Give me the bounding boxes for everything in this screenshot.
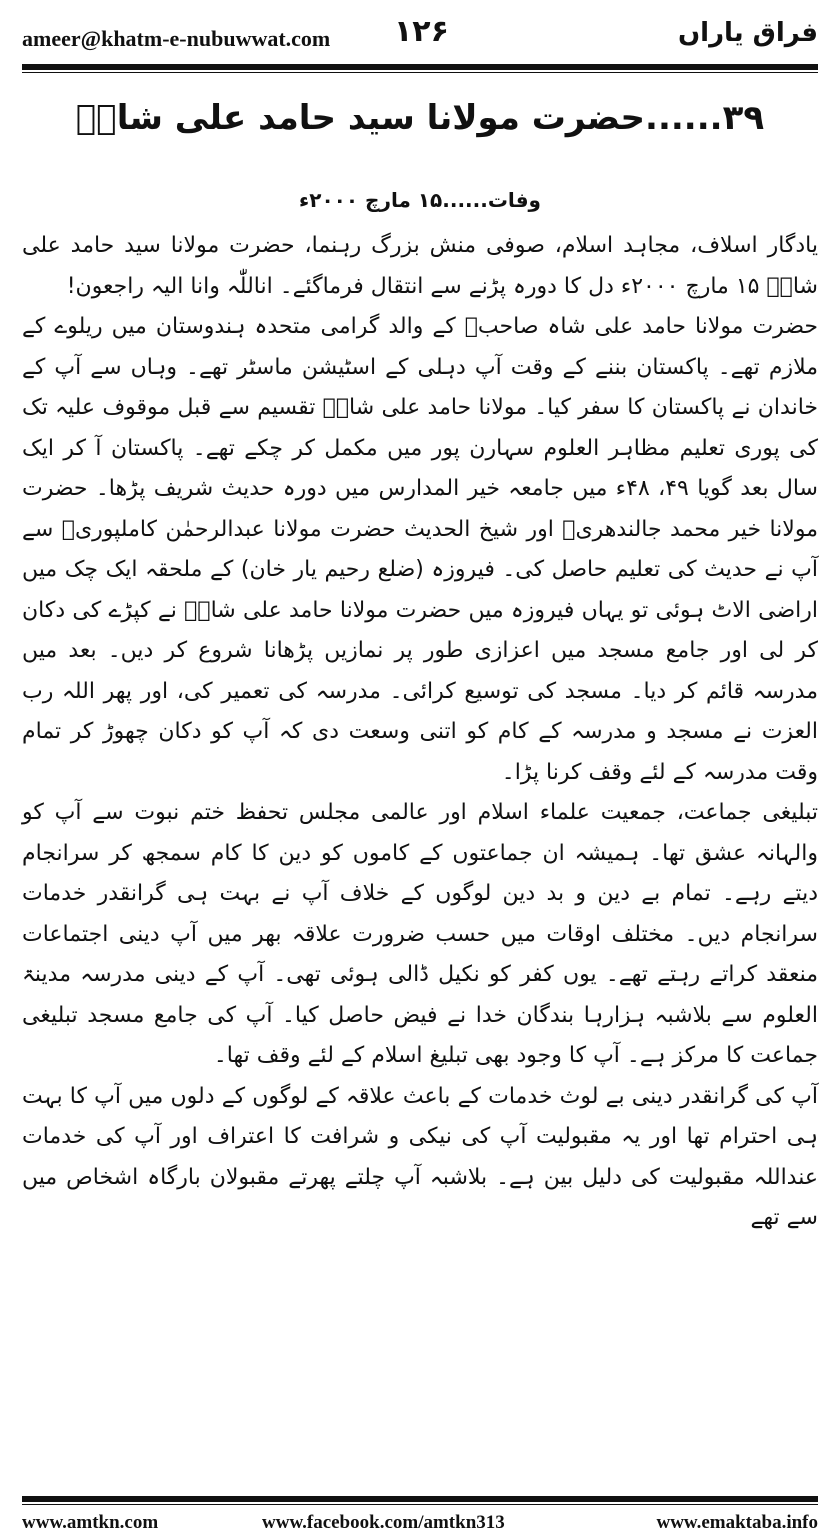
death-date: وفات......۱۵ مارچ ۲۰۰۰ء (299, 188, 541, 212)
article-body (22, 226, 818, 1239)
book-title: فراق یاراں (677, 18, 818, 48)
footer-link-facebook[interactable]: www.facebook.com/amtkn313 (262, 1512, 505, 1533)
chapter-title: ۳۹......حضرت مولانا سید حامد علی شاہؒ (75, 98, 765, 138)
paragraph-respect: آپ کی گرانقدر دینی بے لوث خدمات کے باعث علاقہ کے لوگوں کے دلوں میں آپ کا بہت ہی احترام تھا اور یہ مقبولیت آپ کی نیکی و شرافت کا اعتراف اور آپ کی خدمات عنداللہ مقبولیت کی دلیل بین ہے۔ بلاشبہ آپ چلتے پھرتے مقبولان بارگاہ اشخاص میں سے تھے (22, 1083, 818, 1230)
footer-link-amtkn[interactable]: www.amtkn.com (22, 1512, 159, 1533)
footer-link-emaktaba[interactable]: www.emaktaba.info (656, 1512, 818, 1533)
page-footer (22, 1512, 818, 1536)
footer-rule-thick (22, 1496, 818, 1502)
paragraph-biography: حضرت مولانا حامد علی شاہ صاحبؒ کے والد گرامی متحدہ ہندوستان میں ریلوے کے ملازم تھے۔ پاکستان بننے کے وقت آپ دہلی کے اسٹیشن ماسٹر تھے۔ وہاں سے آپ کے خاندان نے پاکستان کا سفر کیا۔ مولانا حامد علی شاہؒ تقسیم سے قبل موقوف علیہ تک کی پوری تعلیم مظاہر العلوم سہارن پور میں مکمل کر چکے تھے۔ پاکستان آ کر ایک سال بعد گویا ۴۹، ۴۸ء میں جامعہ خیر المدارس میں دورہ حدیث شریف پڑھا۔ حضرت مولانا خیر محمد جالندھریؒ اور شیخ الحدیث حضرت مولانا عبدالرحمٰن کاملپوریؒ سے آپ نے حدیث کی تعلیم حاصل کی۔ فیروزہ (ضلع رحیم یار خان) کے ملحقہ ایک چک میں اراضی الاٹ ہوئی تو یہاں فیروزہ میں حضرت مولانا حامد علی شاہؒ نے کپڑے کی دکان کر لی اور جامع مسجد میں اعزازی طور پر نمازیں پڑھانا شروع کر دیں۔ بعد میں مدرسہ قائم کر دیا۔ مسجد کی توسیع کرائی۔ مدرسہ کی تعمیر کی، اور پھر اللہ رب العزت نے مسجد و مدرسہ کے کام کو اتنی وسعت دی کہ آپ کو دکان چھوڑ کر تمام وقت مدرسہ کے لئے وقف کرنا پڑا۔ (22, 314, 818, 785)
paragraph-intro: یادگار اسلاف، مجاہد اسلام، صوفی منش بزرگ رہنما، حضرت مولانا سید حامد علی شاہؒ ۱۵ مارچ ۲۰۰۰ء دل کا دورہ پڑنے سے انتقال فرماگئے۔ اناللّٰہ وانا الیہ راجعون! (22, 233, 818, 299)
footer-rule-thin (22, 1504, 818, 1505)
paragraph-tabligh: تبلیغی جماعت، جمعیت علماء اسلام اور عالمی مجلس تحفظ ختم نبوت سے آپ کو والہانہ عشق تھا۔ ہمیشہ ان جماعتوں کے کاموں کو دین کا کام سمجھ کر سرانجام دیتے رہے۔ تمام بے دین و بد دین لوگوں کے خلاف آپ نے بہت ہی گرانقدر خدمات سرانجام دیں۔ مختلف اوقات میں حسب ضرورت علاقہ بھر میں آپ دینی اجتماعات منعقد کراتے رہتے تھے۔ یوں کفر کو نکیل ڈالی ہوئی تھی۔ آپ کے دینی مدرسہ مدینۃ العلوم سے بلاشبہ ہزارہا بندگان خدا نے فیض حاصل کیا۔ آپ کی جامع مسجد تبلیغی جماعت کا مرکز ہے۔ آپ کا وجود بھی تبلیغ اسلام کے لئے وقف تھا۔ (22, 800, 818, 1068)
header-rule-thick (22, 64, 818, 70)
header-rule-thin (22, 72, 818, 73)
page-header (22, 12, 818, 62)
header-email: ameer@khatm-e-nubuwwat.com (22, 26, 331, 51)
page-number: ۱۲۶ (394, 14, 449, 49)
